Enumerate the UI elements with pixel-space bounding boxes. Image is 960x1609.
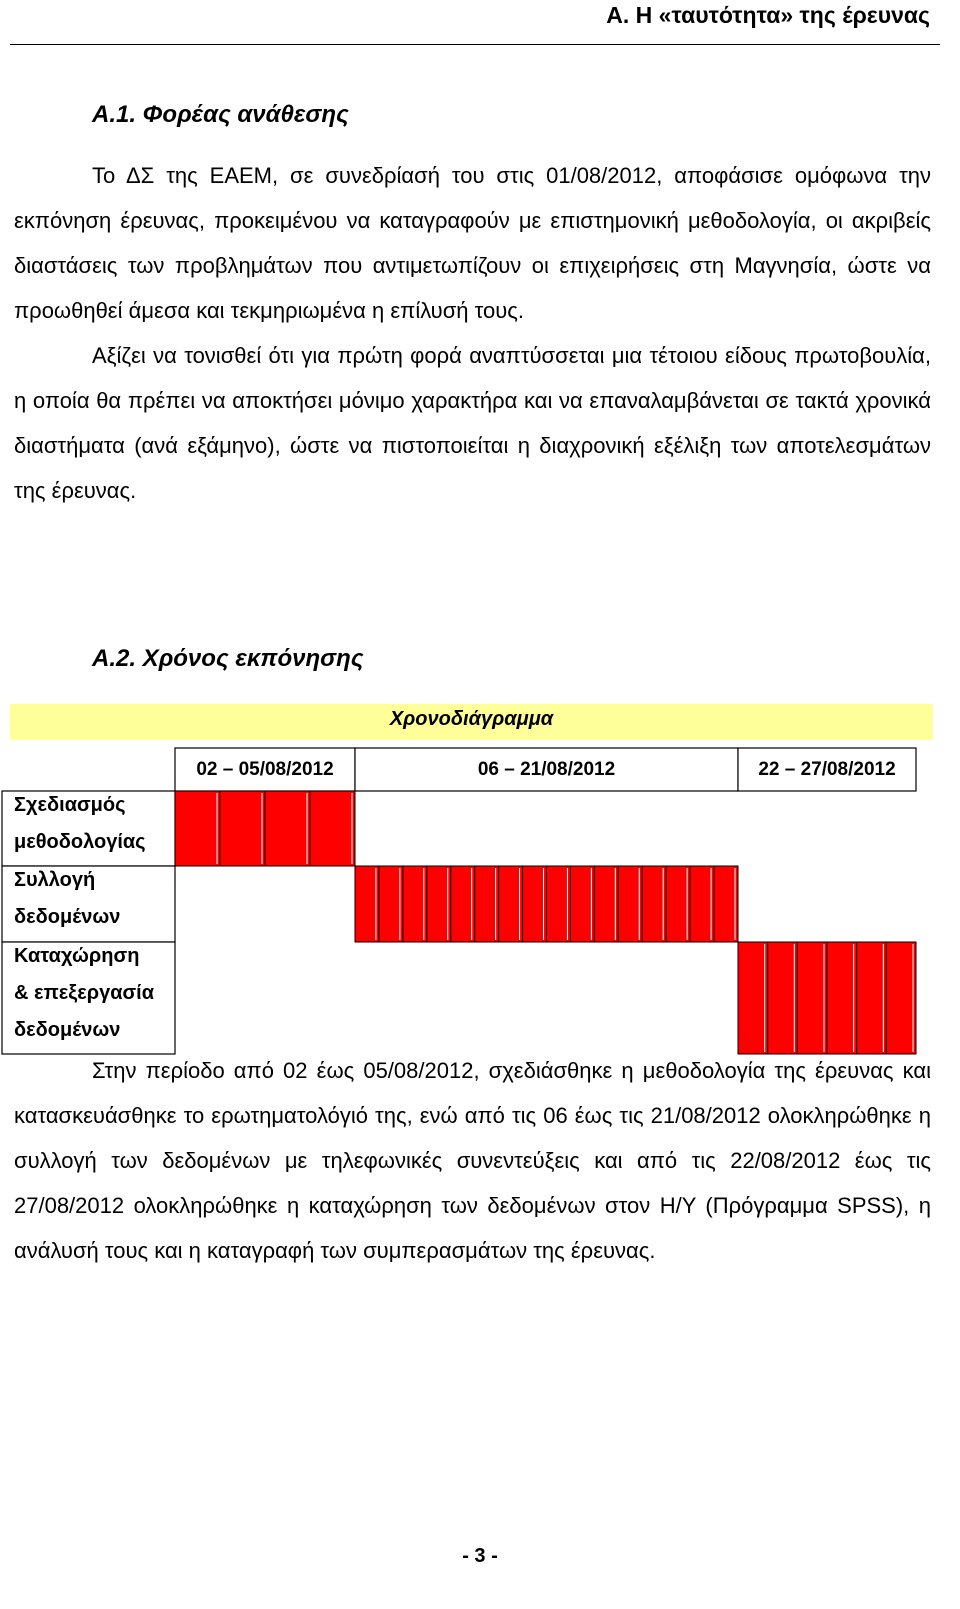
- schedule-title: Χρονοδιάγραμμα: [389, 708, 554, 730]
- task-label-line: Συλλογή: [14, 869, 96, 891]
- gantt-day-bar: [523, 866, 547, 942]
- page-number: - 3 -: [462, 1545, 498, 1567]
- gantt-day-bar: [642, 866, 666, 942]
- section-a1-paragraph-1: Το ΔΣ της ΕΑΕΜ, σε συνεδρίασή του στις 01/08/2012, αποφάσισε ομόφωνα την εκπόνηση έρευνας, προκειμένου να καταγραφούν με επιστημονική μεθοδολογία, οι ακριβείς διαστάσεις των προβλημάτων που αντιμετωπίζουν οι επιχειρήσεις στη Μαγνησία, ώστε να προωθηθεί άμεσα και τεκμηριωμένα η επίλυσή τους.: [14, 163, 931, 323]
- section-a1-paragraph-2: Αξίζει να τονισθεί ότι για πρώτη φορά αναπτύσσεται μια τέτοιου είδους πρωτοβουλία, η οποία θα πρέπει να αποκτήσει μόνιμο χαρακτήρα και να επαναλαμβάνεται σε τακτά χρονικά διαστήματα (ανά εξάμηνο), ώστε να πιστοποιείται η διαχρονική εξέλιξη των αποτελεσμάτων της έρευνας.: [14, 343, 931, 503]
- running-header-title: Α. Η «ταυτότητα» της έρευνας: [606, 2, 930, 28]
- gantt-day-bar: [666, 866, 690, 942]
- gantt-day-bar: [265, 791, 310, 866]
- gantt-day-bar: [403, 866, 427, 942]
- gantt-day-bar: [451, 866, 475, 942]
- gantt-day-bar: [690, 866, 714, 942]
- task-label-line: Καταχώρηση: [14, 945, 140, 967]
- section-a2-paragraph: Στην περίοδο από 02 έως 05/08/2012, σχεδιάσθηκε η μεθοδολογία της έρευνας και κατασκευάσθηκε το ερωτηματολόγιό της, ενώ από τις 06 έως τις 21/08/2012 ολοκληρώθηκε η συλλογή των δεδομένων με τηλεφωνικές συνεντεύξεις και από τις 22/08/2012 έως τις 27/08/2012 ολοκληρώθηκε η καταχώρηση των δεδομένων στον Η/Υ (Πρόγραμμα SPSS), η ανάλυσή τους και η καταγραφή των συμπερασμάτων της έρευνας.: [14, 1058, 931, 1263]
- gantt-day-bar: [355, 866, 379, 942]
- gantt-day-bar: [310, 791, 355, 866]
- section-a2-body: [14, 1048, 931, 1273]
- gantt-day-bar: [594, 866, 618, 942]
- gantt-day-bar: [714, 866, 738, 942]
- gantt-day-bar: [768, 942, 798, 1054]
- gantt-day-bar: [570, 866, 594, 942]
- gantt-day-bar: [379, 866, 403, 942]
- section-a1-heading: Α.1. Φορέας ανάθεσης: [92, 101, 349, 128]
- gantt-day-bar: [547, 866, 571, 942]
- period-label: 06 – 21/08/2012: [477, 759, 616, 780]
- gantt-day-bar: [220, 791, 265, 866]
- gantt-day-bar: [475, 866, 499, 942]
- gantt-day-bar: [797, 942, 827, 1054]
- task-label-line: δεδομένων: [14, 1019, 121, 1041]
- gantt-day-bar: [499, 866, 523, 942]
- period-label: 22 – 27/08/2012: [758, 759, 896, 780]
- gantt-day-bar: [738, 942, 768, 1054]
- task-label-line: μεθοδολογίας: [14, 831, 146, 853]
- gantt-day-bar: [857, 942, 887, 1054]
- gantt-day-bar: [827, 942, 857, 1054]
- task-label-line: Σχεδιασμός: [14, 794, 126, 816]
- gantt-day-bar: [618, 866, 642, 942]
- gantt-day-bar: [427, 866, 451, 942]
- gantt-day-bar: [175, 791, 220, 866]
- period-label: 02 – 05/08/2012: [196, 759, 334, 780]
- task-label-line: & επεξεργασία: [14, 982, 155, 1004]
- section-a2-heading: Α.2. Χρόνος εκπόνησης: [92, 645, 364, 672]
- gantt-day-bar: [886, 942, 916, 1054]
- task-label-line: δεδομένων: [14, 906, 121, 928]
